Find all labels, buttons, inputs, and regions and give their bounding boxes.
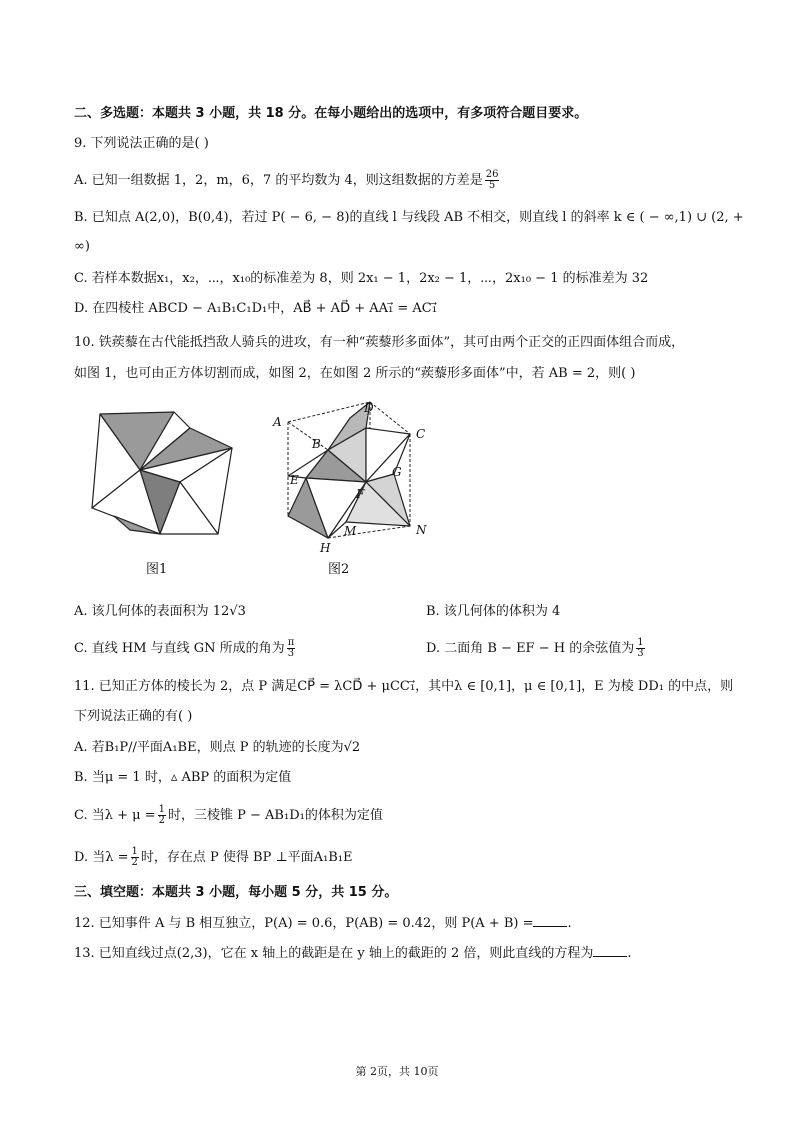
- label-F: F: [356, 487, 365, 501]
- figure-2-cube-cut-polyhedron: [270, 398, 440, 555]
- q11-option-b: B. 当μ = 1 时，▵ ABP 的面积为定值: [74, 770, 292, 785]
- label-N: N: [416, 523, 427, 537]
- q10-option-c: C. 直线 HM 与直线 GN 所成的角为 $\frac{\pi}{3}$: [74, 637, 295, 659]
- q10-stem-line1: 10. 铁蒺藜在古代能抵挡敌人骑兵的进攻，有一种“蒺藜形多面体”，其可由两个正交的正四面体组合而成，: [74, 335, 685, 350]
- answer-blank[interactable]: [533, 914, 567, 927]
- label-G: G: [392, 465, 402, 479]
- figure-1-caption: 图1: [146, 562, 168, 577]
- section-heading-fill-in: 三、填空题：本题共 3 小题，每小题 5 分，共 15 分。: [74, 885, 398, 900]
- fraction: $\frac{26}{5}$: [485, 169, 499, 191]
- q9-option-b-line1: B. 已知点 A(2,0)，B(0,4)，若过 P( − 6, − 8)的直线 l 与线段 AB 不相交，则直线 l 的斜率 k ∈ ( − ∞,1) ∪ (2, +: [74, 210, 744, 225]
- q10-stem-line2: 如图 1，也可由正方体切割而成，如图 2，在如图 2 所示的“蒺藜形多面体”中，若 AB = 2，则( ): [74, 366, 636, 381]
- section-heading-multiple-choice: 二、多选题：本题共 3 小题，共 18 分。在每小题给出的选项中，有多项符合题目要求。: [74, 106, 588, 121]
- label-D: D: [364, 401, 374, 415]
- label-H: H: [320, 541, 331, 555]
- q9-stem: 9. 下列说法正确的是( ): [74, 136, 209, 151]
- label-B: B: [312, 437, 321, 451]
- q10-options-row2: [74, 638, 754, 659]
- answer-blank[interactable]: [593, 944, 627, 957]
- label-C: C: [416, 427, 426, 441]
- q11-stem-line1: 11. 已知正方体的棱长为 2，点 P 满足CP⃗ = λCD⃗ + μCC₁⃗，其中λ ∈ [0,1]，μ ∈ [0,1]，E 为棱 DD₁ 的中点，则: [74, 679, 734, 694]
- fraction: $\frac{1}{2}$: [131, 846, 138, 868]
- fraction: $\frac{1}{3}$: [637, 637, 644, 659]
- q10-options-row1: [74, 602, 754, 622]
- q9-option-c: C. 若样本数据x₁，x₂，⋯，x₁₀的标准差为 8，则 2x₁ − 1，2x₂ − 1，⋯，2x₁₀ − 1 的标准差为 32: [74, 271, 649, 286]
- q11-option-d: D. 当λ = $\frac{1}{2}$ 时，存在点 P 使得 BP ⊥平面A₁B₁E: [74, 846, 353, 868]
- page-footer: 第 2页，共 10页: [355, 1065, 439, 1078]
- q11-stem-line2: 下列说法正确的有( ): [74, 709, 193, 724]
- q10-option-b: B. 该几何体的体积为 4: [426, 604, 561, 619]
- q10-option-a: A. 该几何体的表面积为 12√3: [74, 604, 246, 619]
- q11-option-c: C. 当λ + μ = $\frac{1}{2}$ 时，三棱锥 P − AB₁D₁的体积为定值: [74, 804, 383, 826]
- label-A: A: [273, 415, 282, 429]
- q13: 13. 已知直线过点(2,3)，它在 x 轴上的截距是在 y 轴上的截距的 2 倍，则此直线的方程为 .: [74, 946, 632, 961]
- q12: 12. 已知事件 A 与 B 相互独立，P(A) = 0.6，P(AB) = 0.42，则 P(A + B) = .: [74, 916, 572, 931]
- fraction: $\frac{\pi}{3}$: [287, 637, 295, 659]
- q9-option-a-text: A. 已知一组数据 1，2，m，6，7 的平均数为 4，则这组数据的方差是: [74, 173, 483, 188]
- label-E: E: [290, 473, 299, 487]
- q11-option-a: A. 若B₁P//平面A₁BE，则点 P 的轨迹的长度为√2: [74, 740, 361, 755]
- label-M: M: [344, 524, 357, 538]
- q9-option-b-line2: ∞): [74, 239, 90, 254]
- q9-option-a: [74, 170, 754, 191]
- q10-option-d: D. 二面角 B − EF − H 的余弦值为 $\frac{1}{3}$: [426, 637, 644, 659]
- fraction: $\frac{1}{2}$: [158, 804, 165, 826]
- figure-2-caption: 图2: [328, 562, 350, 577]
- figure-1-caltrop-polyhedron: [90, 408, 250, 538]
- q9-option-d: D. 在四棱柱 ABCD − A₁B₁C₁D₁中，AB⃗ + AD⃗ + AA₁⃗ = AC₁⃗: [74, 301, 437, 316]
